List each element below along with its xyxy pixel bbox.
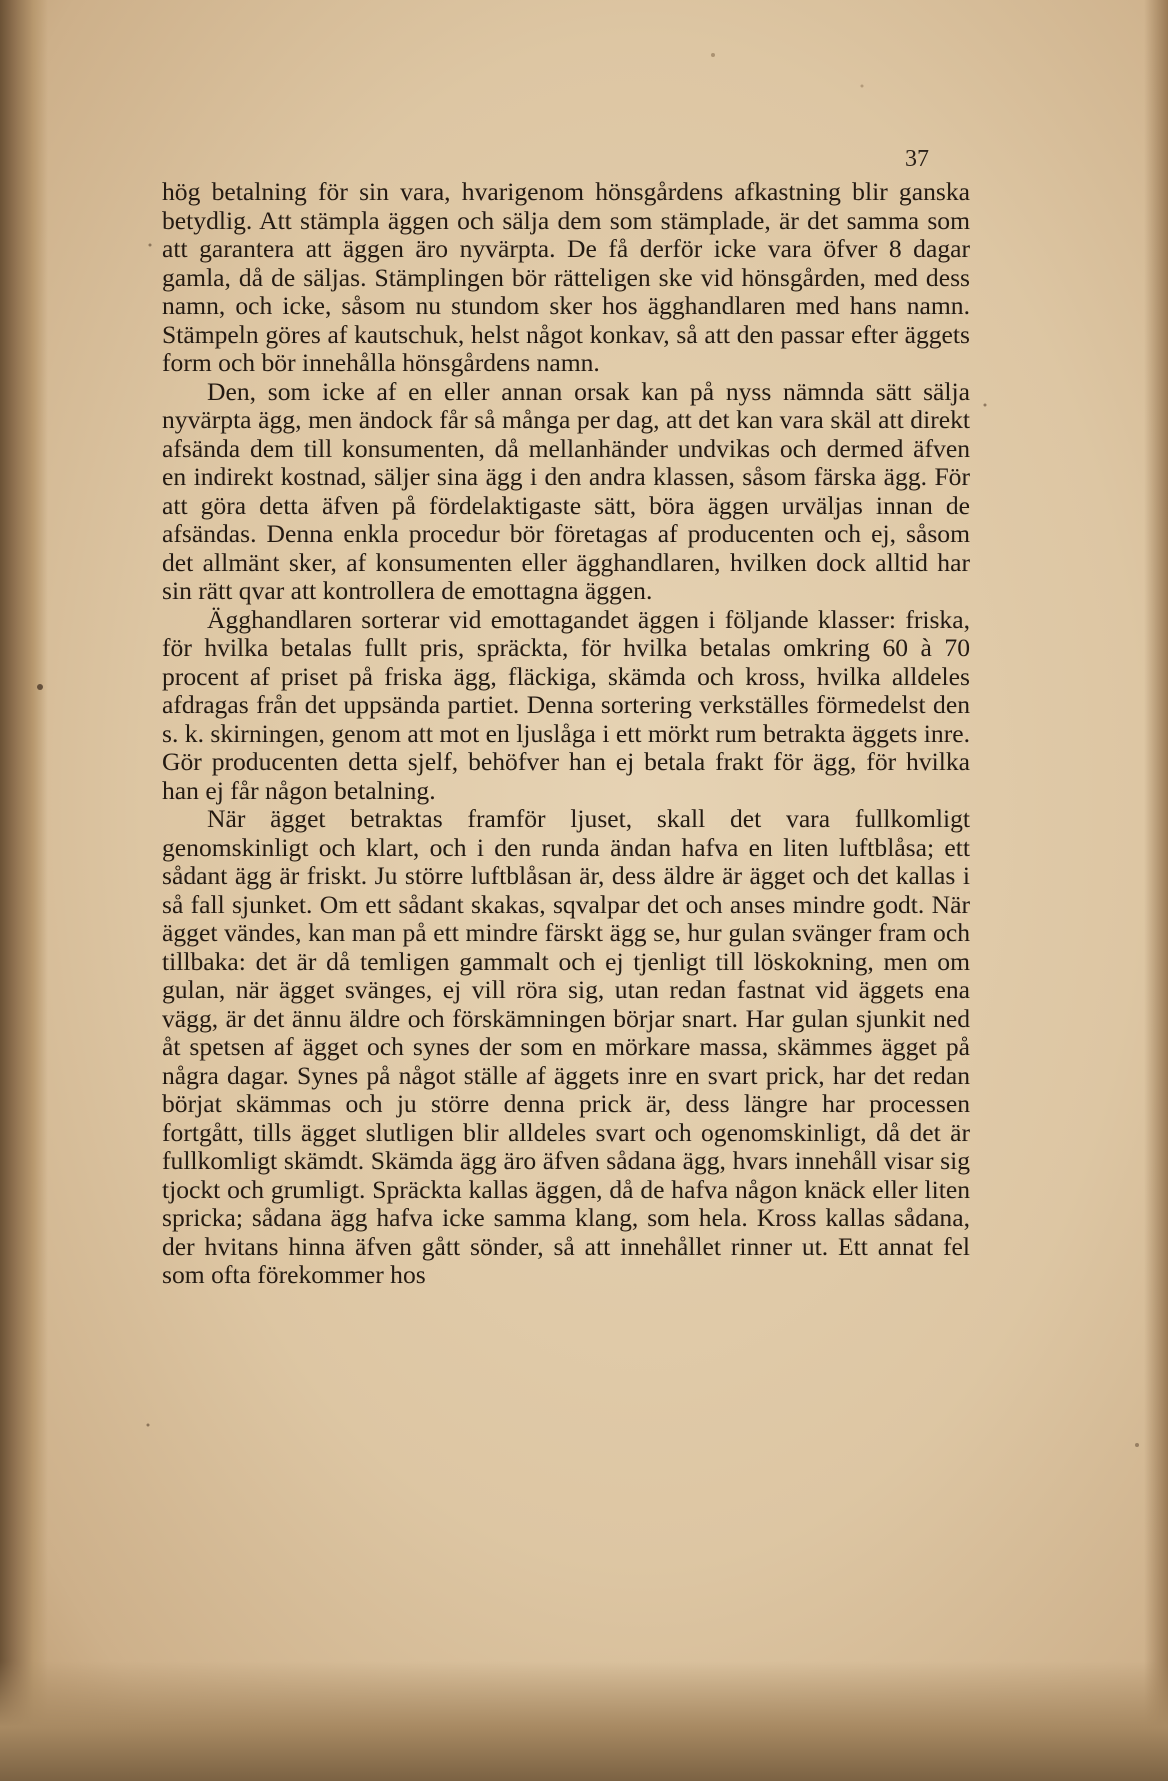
paragraph-2: Den, som icke af en eller annan orsak kan på nyss nämnda sätt sälja nyvärpta ägg, men ändock får så många per dag, att det kan vara skäl att direkt afsända dem till konsumenten, då mellanhänder undvikas och dermed äfven en indirekt kostnad, säljer sina ägg i den andra klassen, såsom färska ägg. För att göra detta äfven på fördelaktigaste sätt, böra äggen urväljas innan de afsändas. Denna enkla procedur bör företagas af producenten och ej, såsom det allmänt sker, af konsumenten eller ägghandlaren, hvilken dock alltid har sin rätt qvar att kontrollera de emottagna äggen. bbox=[162, 376, 970, 605]
page-number: 37 bbox=[905, 146, 929, 172]
paragraph-4: När ägget betraktas framför ljuset, skall det vara fullkomligt genomskinligt och klart, och i den runda ändan hafva en liten luftblåsa; ett sådant ägg är friskt. Ju större luftblåsan är, dess äldre är ägget och det kallas i så fall sjunket. Om ett sådant skakas, sqvalpar det och anses mindre godt. När ägget vändes, kan man på ett mindre färskt ägg se, hur gulan svänger fram och tillbaka: det är då temligen gammalt och ej tjenligt till löskokning, men om gulan, när ägget svänges, ej vill röra sig, utan redan fastnat vid äggets ena vägg, är det ännu äldre och förskämningen börjar snart. Har gulan sjunkit ned åt spetsen af ägget och synes der som en mörkare massa, skämmes ägget på några dagar. Synes på något ställe af äggets inre en svart prick, har det redan börjat skämmas och ju större denna prick är, dess längre har processen fortgått, tills ägget slutligen blir alldeles svart och ogenomskinligt, då det är fullkomligt skämdt. Skämda ägg äro äfven sådana ägg, hvars innehåll visar sig tjockt och grumligt. Spräckta kallas äggen, då de hafva någon knäck eller liten spricka; sådana ägg hafva icke samma klang, som hela. Kross kallas sådana, der hvitans hinna äfven gått sönder, så att innehållet rinner ut. Ett annat fel som ofta förekommer hos bbox=[162, 804, 970, 1289]
paragraph-1: hög betalning för sin vara, hvarigenom hönsgårdens afkastning blir ganska betydlig. Att stämpla äggen och sälja dem som stämplade, är det samma som att garantera att äggen äro nyvärpta. De få derför icke vara öfver 8 dagar gamla, då de säljas. Stämplingen bör rätteligen ske vid hönsgården, med dess namn, och icke, såsom nu stundom sker hos ägghandlaren med hans namn. Stämpeln göres af kautschuk, helst något konkav, så att den passar efter äggets form och bör innehålla hönsgårdens namn. bbox=[162, 177, 970, 377]
paragraph-3: Ägghandlaren sorterar vid emottagandet äggen i följande klasser: friska, för hvilka betalas fullt pris, spräckta, för hvilka betalas omkring 60 à 70 procent af priset på friska ägg, fläckiga, skämda och kross, hvilka alldeles afdragas från det uppsända partiet. Denna sortering verkställes förmedelst den s. k. skirningen, genom att mot en ljuslåga i ett mörkt rum betrakta äggets inre. Gör producenten detta sjelf, behöfver han ej betala frakt för ägg, för hvilka han ej får någon betalning. bbox=[162, 604, 970, 805]
body-text bbox=[162, 178, 970, 1290]
